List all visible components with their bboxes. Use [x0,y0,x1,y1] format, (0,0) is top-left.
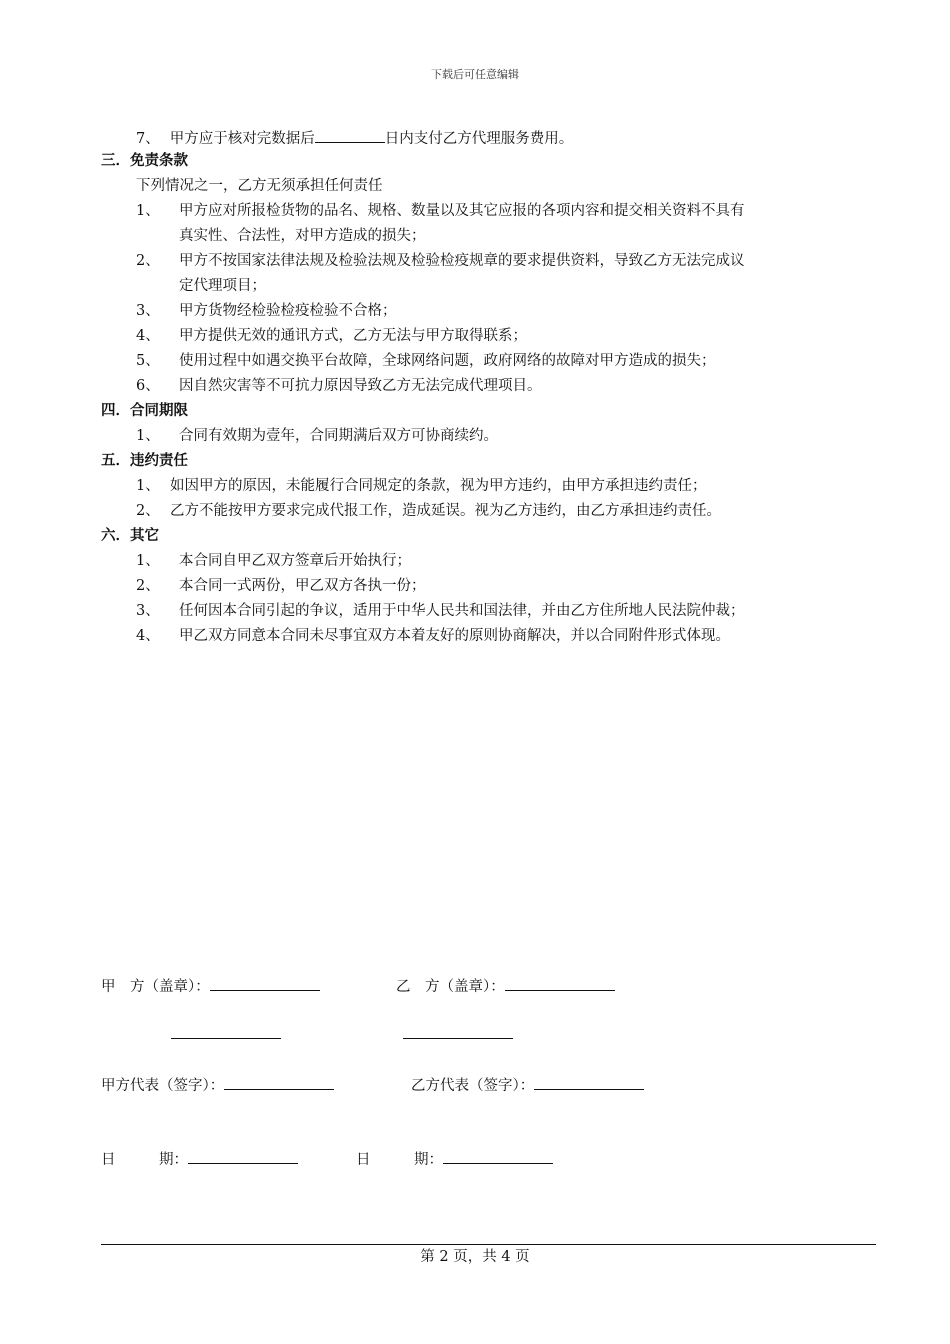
date-a [101,1147,298,1170]
item-text: 合同有效期为壹年，合同期满后双方可协商续约。 [179,428,498,444]
item-number: 1、 [136,478,160,494]
party-a-extra-blank[interactable] [171,1038,281,1039]
item-text: 如因甲方的原因，未能履行合同规定的条款，视为甲方违约，由甲方承担违约责任； [170,478,707,494]
item-text: 甲乙双方同意本合同未尽事宜双方本着友好的原则协商解决，并以合同附件形式体现。 [179,628,730,644]
section-3-title: 三．免责条款 [101,153,188,169]
party-b-seal-label: 乙 方（盖章）： [396,979,505,995]
item-number: 1、 [136,553,160,569]
party-a-rep-blank[interactable] [224,1073,334,1090]
item-text: 甲方应对所报检货物的品名、规格、数量以及其它应报的各项内容和提交相关资料不具有 [179,203,745,219]
party-b-rep-blank[interactable] [534,1073,644,1090]
date-b [356,1147,553,1170]
section-4-title: 四．合同期限 [101,403,188,419]
item-text: 甲方提供无效的通讯方式，乙方无法与甲方取得联系； [179,328,527,344]
party-b-extra-blank[interactable] [403,1038,513,1039]
section-5-title: 五．违约责任 [101,453,188,469]
party-b-seal [396,974,615,997]
page-number: 第 2 页，共 4 页 [420,1249,530,1265]
clause-7-text-after: 日内支付乙方代理服务费用。 [384,131,574,147]
item-text: 甲方货物经检验检疫检验不合格； [179,303,397,319]
clause-7 [136,126,573,149]
date-a-blank[interactable] [188,1147,298,1164]
section-6-title: 六．其它 [101,528,159,544]
date-b-blank[interactable] [443,1147,553,1164]
party-b-rep-label: 乙方代表（签字）： [411,1078,535,1094]
item-number: 3、 [136,603,160,619]
party-a-rep [101,1073,334,1096]
item-number: 4、 [136,628,160,644]
header-note: 下载后可任意编辑 [431,68,519,81]
list-item-continuation: 真实性、合法性，对甲方造成的损失； [179,228,426,244]
clause-7-blank[interactable] [315,126,385,143]
item-text: 使用过程中如遇交换平台故障，全球网络问题，政府网络的故障对甲方造成的损失； [179,353,716,369]
item-text: 本合同自甲乙双方签章后开始执行； [179,553,411,569]
list-item-continuation: 定代理项目； [179,278,266,294]
date-b-label: 日 期： [356,1152,443,1168]
party-a-seal-blank[interactable] [210,974,320,991]
item-text: 甲方不按国家法律法规及检验法规及检验检疫规章的要求提供资料，导致乙方无法完成议 [179,253,745,269]
item-number: 2、 [136,503,160,519]
item-number: 2、 [136,578,160,594]
item-text: 因自然灾害等不可抗力原因导致乙方无法完成代理项目。 [179,378,542,394]
item-number: 1、 [136,428,160,444]
section-3-intro: 下列情况之一，乙方无须承担任何责任 [136,178,383,194]
item-number: 1、 [136,203,160,219]
party-b-seal-blank[interactable] [505,974,615,991]
clause-7-number: 7、 [136,131,160,147]
party-a-seal [101,974,320,997]
item-text: 本合同一式两份，甲乙双方各执一份； [179,578,426,594]
party-a-seal-label: 甲 方（盖章）： [101,979,210,995]
party-b-rep [411,1073,644,1096]
clause-7-text-before: 甲方应于核对完数据后 [169,131,315,147]
item-number: 6、 [136,378,160,394]
item-text: 乙方不能按甲方要求完成代报工作，造成延误。视为乙方违约，由乙方承担违约责任。 [170,503,721,519]
item-number: 5、 [136,353,160,369]
item-number: 2、 [136,253,160,269]
date-a-label: 日 期： [101,1152,188,1168]
party-a-rep-label: 甲方代表（签字）： [101,1078,225,1094]
item-number: 4、 [136,328,160,344]
item-number: 3、 [136,303,160,319]
item-text: 任何因本合同引起的争议，适用于中华人民共和国法律，并由乙方住所地人民法院仲裁； [179,603,745,619]
